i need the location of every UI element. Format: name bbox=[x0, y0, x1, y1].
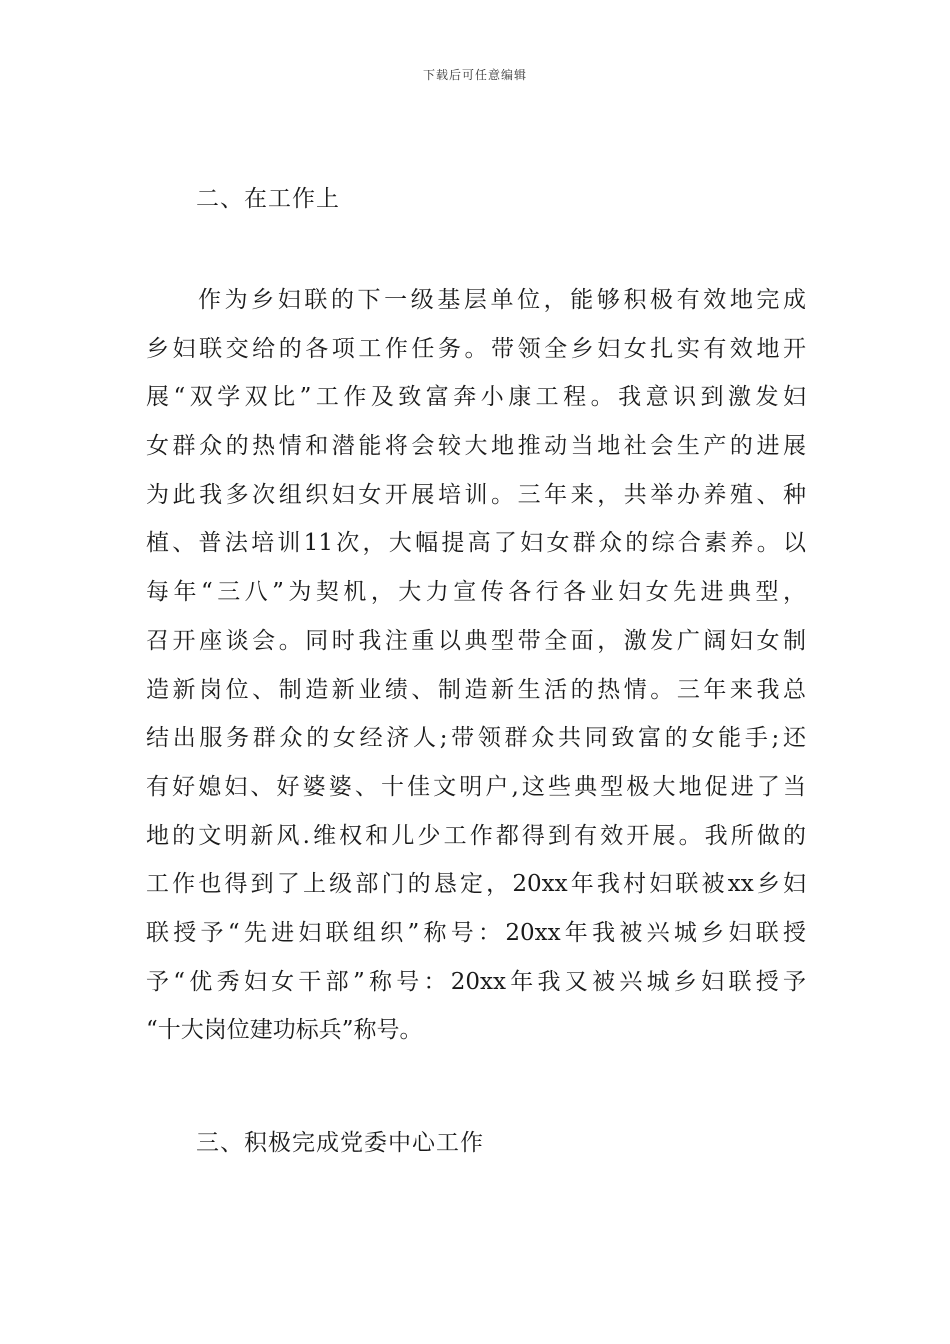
section-heading-party-work: 三、积极完成党委中心工作 bbox=[196, 1130, 484, 1156]
paragraph-line: 有好媳妇、好婆婆、十佳文明户,这些典型极大地促进了当 bbox=[146, 773, 806, 800]
paragraph-line: 召开座谈会。同时我注重以典型带全面，激发广阔妇女制 bbox=[146, 627, 806, 654]
paragraph-line: 为此我多次组织妇女开展培训。三年来，共举办养殖、种 bbox=[146, 481, 806, 508]
paragraph-line: 结出服务群众的女经济人;带领群众共同致富的女能手;还 bbox=[146, 725, 806, 752]
section-paragraph bbox=[146, 282, 806, 1061]
paragraph-line: 地的文明新风.维权和儿少工作都得到有效开展。我所做的 bbox=[146, 822, 806, 849]
paragraph-line: 乡妇联交给的各项工作任务。带领全乡妇女扎实有效地开 bbox=[146, 335, 806, 362]
paragraph-line: 展“双学双比”工作及致富奔小康工程。我意识到激发妇 bbox=[146, 384, 806, 411]
paragraph-line: 予“优秀妇女干部”称号：20xx年我又被兴城乡妇联授予 bbox=[146, 968, 806, 995]
paragraph-line: 联授予“先进妇联组织”称号：20xx年我被兴城乡妇联授 bbox=[146, 919, 806, 946]
paragraph-line: 每年“三八”为契机，大力宣传各行各业妇女先进典型， bbox=[146, 579, 806, 606]
paragraph-line: 工作也得到了上级部门的恳定，20xx年我村妇联被xx乡妇 bbox=[146, 871, 806, 898]
paragraph-line: “十大岗位建功标兵”称号。 bbox=[146, 1017, 423, 1044]
paragraph-line: 植、普法培训11次，大幅提高了妇女群众的综合素养。以 bbox=[146, 530, 806, 557]
paragraph-line: 造新岗位、制造新业绩、制造新生活的热情。三年来我总 bbox=[146, 676, 806, 703]
header-note: 下载后可任意编辑 bbox=[422, 68, 527, 82]
paragraph-line: 作为乡妇联的下一级基层单位，能够积极有效地完成 bbox=[198, 287, 806, 313]
section-heading-work: 二、在工作上 bbox=[196, 186, 340, 212]
paragraph-line: 女群众的热情和潜能将会较大地推动当地社会生产的进展 bbox=[146, 433, 806, 460]
